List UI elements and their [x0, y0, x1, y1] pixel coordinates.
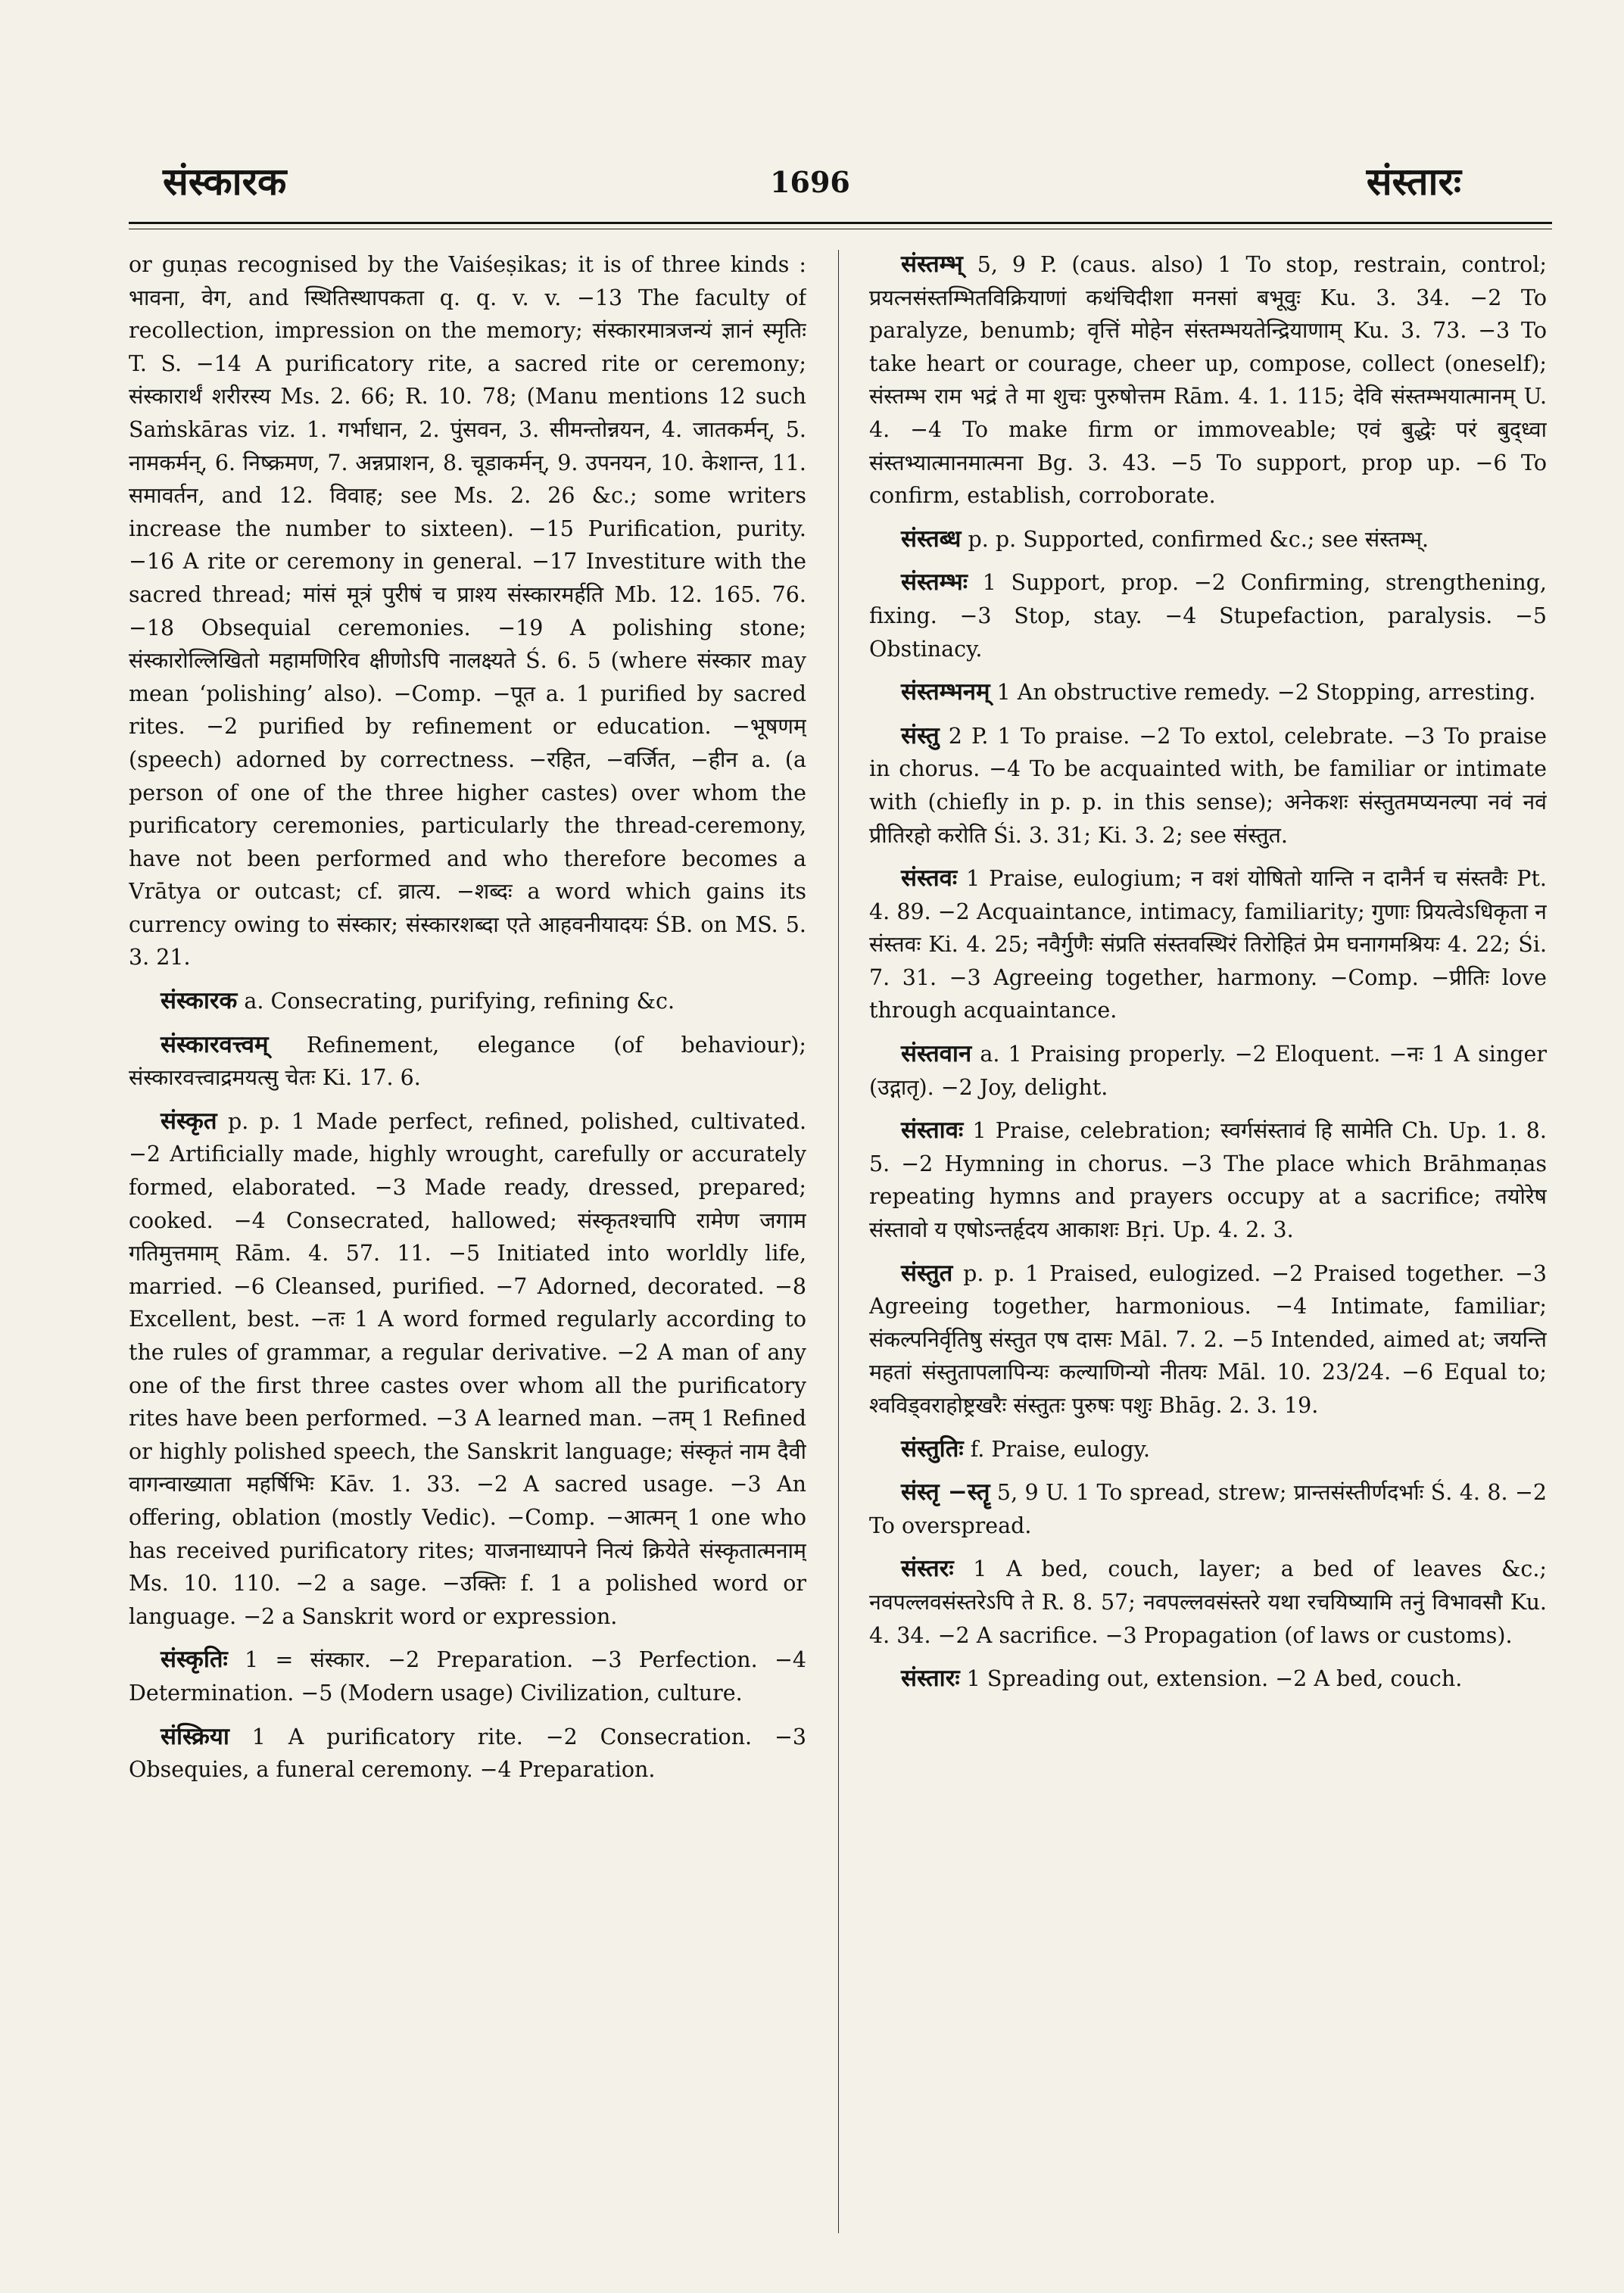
entry-text: 5, 9 P. (caus. also) 1 To stop, restrain, control; प्रयत्नसंस्तम्भितविक्रियाणां कथंचिदीशा मनसां बभूवुः Ku. 3. 34. −2 To paralyze, benumb; वृत्तिं मोहेन संस्तम्भयतेन्द्रियाणाम् Ku. 3. 73. −3 To take heart or courage, cheer up, compose, collect (oneself); संस्तम्भ राम भद्रं ते मा शुचः पुरुषोत्तम Rām. 4. 1. 115; देवि संस्तम्भयात्मानम् U. 4. −4 To make firm or immoveable; एवं बुद्धेः परं बुद्ध्वा संस्तभ्यात्मानमात्मना Bg. 3. 43. −5 To support, prop up. −6 To confirm, establish, corroborate.	[869, 252, 1547, 509]
entry-headword: संस्कारवत्त्वम्	[161, 1030, 269, 1058]
entry-headword: संस्तावः	[901, 1117, 964, 1145]
header-rule-thick	[129, 222, 1552, 224]
entry-text: 1 Praise, eulogium; न वशं योषितो यान्ति न दानैर्न च संस्तवैः Pt. 4. 89. −2 Acquaintance, intimacy, familiarity; गुणाः प्रियत्वेऽधिकृता न संस्तवः Ki. 4. 25; नवैर्गुणैः संप्रति संस्तवस्थिरं तिरोहितं प्रेम घनागमश्रियः 4. 22; Śi. 7. 31. −3 Agreeing together, harmony. −Comp. −प्रीतिः love through acquaintance.	[869, 866, 1547, 1023]
dictionary-entry	[869, 720, 1547, 852]
dictionary-entry	[869, 248, 1547, 512]
dictionary-entry	[869, 1257, 1547, 1422]
entry-headword: संस्तब्ध	[901, 525, 962, 553]
entry-text: a. Consecrating, purifying, refining &c.	[237, 989, 675, 1014]
entry-text: 1 Praise, celebration; स्वर्गसंस्तावं हि सामेति Ch. Up. 1. 8. 5. −2 Hymning in chorus. −3 The place which Brāhmaṇas repeating hymns and prayers occupy at a sacrifice; तयोरेष संस्तावो य एषोऽन्तर्हृदय आकाशः Bṛi. Up. 4. 2. 3.	[869, 1118, 1547, 1243]
dictionary-entry	[129, 1029, 806, 1095]
dictionary-entry	[129, 1643, 806, 1709]
entry-headword: संस्तम्भनम्	[901, 678, 990, 706]
entry-text: or guṇas recognised by the Vaiśeṣikas; it is of three kinds : भावना, वेग, and स्थितिस्थापकता q. q. v. v. −13 The faculty of recollection, impression on the memory; संस्कारमात्रजन्यं ज्ञानं स्मृतिः T. S. −14 A purificatory rite, a sacred rite or ceremony; संस्कारार्थं शरीरस्य Ms. 2. 66; R. 10. 78; (Manu mentions 12 such Saṁskāras viz. 1. गर्भाधान, 2. पुंसवन, 3. सीमन्तोन्नयन, 4. जातकर्मन्, 5. नामकर्मन्, 6. निष्क्रमण, 7. अन्नप्राशन, 8. चूडाकर्मन्, 9. उपनयन, 10. केशान्त, 11. समावर्तन, and 12. विवाह; see Ms. 2. 26 &c.; some writers increase the number to sixteen). −15 Purification, purity. −16 A rite or ceremony in general. −17 Investiture with the sacred thread; मांसं मूत्रं पुरीषं च प्राश्य संस्कारमर्हति Mb. 12. 165. 76. −18 Obsequial ceremonies. −19 A polishing stone; संस्कारोल्लिखितो महामणिरिव क्षीणोऽपि नालक्ष्यते Ś. 6. 5 (where संस्कार may mean ‘polishing’ also). −Comp. −पूत a. 1 purified by sacred rites. −2 purified by refinement or education. −भूषणम् (speech) adorned by correctness. −रहित, −वर्जित, −हीन a. (a person of one of the three higher castes) over whom the purificatory ceremonies, particularly the thread-ceremony, have not been performed and who therefore becomes a Vrātya or outcast; cf. व्रात्य. −शब्दः a word which gains its currency owing to संस्कार; संस्कारशब्दा एते आहवनीयादयः ŚB. on MS. 5. 3. 21.	[129, 252, 806, 970]
right-column	[869, 248, 1547, 2239]
entry-text: 1 A bed, couch, layer; a bed of leaves &c.; नवपल्लवसंस्तरेऽपि ते R. 8. 57; नवपल्लवसंस्तरे यथा रचयिष्यामि तनुं विभावसौ Ku. 4. 34. −2 A sacrifice. −3 Propagation (of laws or customs).	[869, 1556, 1547, 1648]
dictionary-entry	[869, 1662, 1547, 1696]
left-column	[129, 248, 806, 2239]
entry-text: 1 Spreading out, extension. −2 A bed, couch.	[959, 1666, 1463, 1692]
entry-text: 1 Support, prop. −2 Confirming, strengthening, fixing. −3 Stop, stay. −4 Stupefaction, paralysis. −5 Obstinacy.	[869, 570, 1547, 662]
dictionary-entry	[869, 676, 1547, 709]
dictionary-entry	[869, 1553, 1547, 1652]
entry-text: 2 P. 1 To praise. −2 To extol, celebrate. −3 To praise in chorus. −4 To be acquainted with, be familiar or intimate with (chiefly in p. p. in this sense); अनेकशः संस्तुतमप्यनल्पा नवं नवं प्रीतिरहो करोति Śi. 3. 31; Ki. 3. 2; see संस्तुत.	[869, 723, 1547, 848]
entry-headword: संस्तवान	[901, 1040, 972, 1068]
entry-text: a. 1 Praising properly. −2 Eloquent. −नः 1 A singer (उद्गातृ). −2 Joy, delight.	[869, 1042, 1547, 1100]
dictionary-entry	[869, 862, 1547, 1027]
entry-text: p. p. 1 Praised, eulogized. −2 Praised together. −3 Agreeing together, harmonious. −4 Intimate, familiar; संकल्पनिर्वृतिषु संस्तुत एष दासः Māl. 7. 2. −5 Intended, aimed at; जयन्ति महतां संस्तुतापलापिन्यः कल्याणिन्यो नीतयः Māl. 10. 23/24. −6 Equal to; श्वविड्वराहोष्ट्रखरैः संस्तुतः पुरुषः पशुः Bhāg. 2. 3. 19.	[869, 1260, 1547, 1418]
entry-text: p. p. 1 Made perfect, refined, polished, cultivated. −2 Artificially made, highly wrought, carefully or accurately formed, elaborated. −3 Made ready, dressed, prepared; cooked. −4 Consecrated, hallowed; संस्कृतश्चापि रामेण जगाम गतिमुत्तमाम् Rām. 4. 57. 11. −5 Initiated into worldly life, married. −6 Cleansed, purified. −7 Adorned, decorated. −8 Excellent, best. −तः 1 A word formed regularly according to the rules of grammar, a regular derivative. −2 A man of any one of the first three castes over whom all the purificatory rites have been performed. −3 A learned man. −तम् 1 Refined or highly polished speech, the Sanskrit language; संस्कृतं नाम दैवी वागन्वाख्याता महर्षिभिः Kāv. 1. 33. −2 A sacred usage. −3 An offering, oblation (mostly Vedic). −Comp. −आत्मन् 1 one who has received purificatory rites; याजनाध्यापने नित्यं क्रियेते संस्कृतात्मनाम् Ms. 10. 110. −2 a sage. −उक्तिः f. 1 a polished word or language. −2 a Sanskrit word or expression.	[129, 1108, 806, 1629]
entry-headword: संस्तम्भः	[901, 569, 968, 597]
entry-text: 5, 9 U. 1 To spread, strew; प्रान्तसंस्तीर्णदर्भाः Ś. 4. 8. −2 To overspread.	[869, 1480, 1547, 1538]
dictionary-entry	[129, 985, 806, 1018]
dictionary-entry	[869, 566, 1547, 665]
entry-headword: संस्क्रिया	[161, 1722, 229, 1750]
entry-headword: संस्कृतिः	[161, 1646, 228, 1674]
entry-text: f. Praise, eulogy.	[963, 1436, 1150, 1462]
entry-text: 1 An obstructive remedy. −2 Stopping, arresting.	[990, 680, 1536, 706]
header-right-guideword: संस्तारः	[1366, 159, 1461, 204]
column-divider	[838, 250, 839, 2233]
dictionary-entry	[869, 1476, 1547, 1542]
dictionary-entry	[129, 1105, 806, 1634]
entry-headword: संस्कृत	[161, 1107, 217, 1135]
dictionary-entry	[869, 523, 1547, 556]
dictionary-entry	[869, 1114, 1547, 1246]
entry-headword: संस्तुत	[901, 1259, 953, 1287]
entry-text: p. p. Supported, confirmed &c.; see संस्तम्भ्.	[961, 526, 1429, 552]
entry-text: Refinement, elegance (of behaviour); संस्कारवत्त्वाद्रमयत्सु चेतः Ki. 17. 6.	[129, 1032, 806, 1091]
entry-headword: संस्तवः	[901, 865, 958, 893]
entry-headword: संस्कारक	[161, 987, 238, 1015]
dictionary-entry	[129, 248, 806, 974]
entry-text: 1 A purificatory rite. −2 Consecration. −3 Obsequies, a funeral ceremony. −4 Preparation.	[129, 1724, 806, 1783]
entry-headword: संस्तुतिः	[901, 1435, 964, 1463]
header-left-guideword: संस्कारक	[163, 159, 287, 204]
entry-text: 1 = संस्कार. −2 Preparation. −3 Perfection. −4 Determination. −5 (Modern usage) Civilization, culture.	[129, 1647, 806, 1706]
entry-headword: संस्तृ −स्तॄ	[901, 1478, 990, 1506]
entry-headword: संस्तरः	[901, 1555, 954, 1583]
page-header	[0, 0, 1624, 227]
dictionary-entry	[869, 1433, 1547, 1466]
page-number: 1696	[770, 165, 850, 199]
entry-headword: संस्तु	[901, 721, 940, 749]
dictionary-entry	[129, 1721, 806, 1787]
entry-headword: संस्तारः	[901, 1665, 960, 1693]
dictionary-entry	[869, 1038, 1547, 1104]
entry-headword: संस्तम्भ्	[901, 251, 963, 278]
